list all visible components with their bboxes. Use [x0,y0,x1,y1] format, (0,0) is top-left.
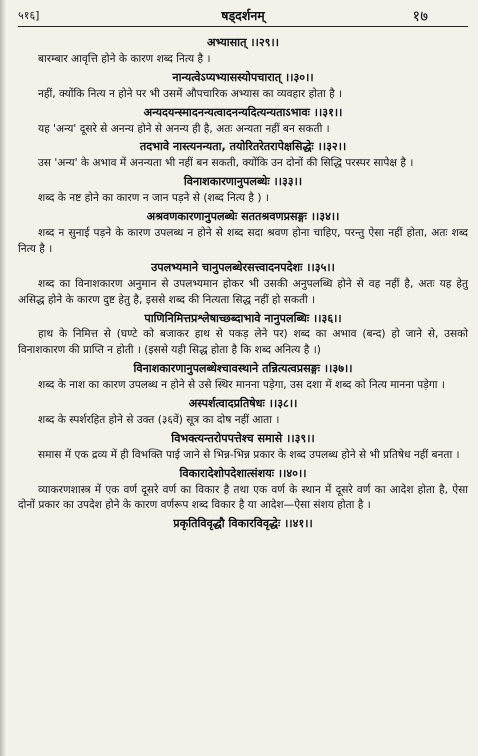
commentary-40: व्याकरणशास्त्र में एक वर्ण दूसरे वर्ण का विकार है तथा एक वर्ण के स्थान में दूसरे वर्ण का आदेश होता है, ऐसा दोनों प्रकार का उपदेश होने के कारण वर्णरूप शब्द विकार है या आदेश—ऐसा संशय होता है । [18,483,468,512]
sutra-40: विकारादेशोपदेशात्संशयः ।।४०।। [179,466,307,480]
commentary-39: समास में एक द्रव्य में ही विभक्ति पाई जाने से भिन्न-भिन्न प्रकार के शब्द उपलब्ध होने से भी प्रतिषेध नहीं बनता । [38,448,460,461]
commentary-37: शब्द के नाश का कारण उपलब्ध न होने से उसे स्थिर मानना पड़ेगा, उस दशा में शब्द को नित्य मानना पड़ेगा । [38,379,445,392]
sutra-32: तदभावे नास्त्यनन्यता, तयोरितरेतरापेक्षसिद्धेः ।।३२।। [139,140,347,154]
sutra-29: अभ्यासात् ।।२९।। [207,36,279,49]
sutra-31: अन्यदयन्स्मादनन्यत्वादनन्यदित्यन्यताऽभावः ।।३१।। [143,105,343,119]
sutra-33: विनाशकारणानुपलब्धेः ।।३३।। [183,175,303,189]
commentary-29: बारम्बार आवृत्ति होने के कारण शब्द नित्य है । [38,52,211,65]
commentary-32: उस 'अन्य' के अभाव में अनन्यता भी नहीं बन सकती, क्योंकि उन दोनों की सिद्धि परस्पर सापेक्ष है । [38,157,414,170]
commentary-31: यह 'अन्य' दूसरे से अनन्य होने से अनन्य ही है, अतः अन्यता नहीं बन सकती । [38,122,330,135]
sutra-39: विभक्त्यन्तरोपपत्तेश्च समासे ।।३९।। [171,431,315,445]
page-content [18,35,468,532]
sutra-36: पाणिनिमित्तप्रश्लेषाच्छब्दाभावे नानुपलब्धिः ।।३६।। [144,311,342,325]
running-title: षड्दर्शनम् [221,8,265,23]
commentary-30: नहीं, क्योंकि नित्य न होने पर भी उसमें औपचारिक अभ्यास का व्यवहार होता है । [38,87,343,100]
page-number-left: ५१६] [18,9,40,22]
sutra-30: नान्यत्वेऽप्यभ्यासस्योपचारात् ।।३०।। [172,70,314,84]
commentary-36: हाथ के निमित्त से (घण्टे को बजाकर हाथ से पकड़ लेने पर) शब्द का अभाव (बन्द) हो जाने से, उसको विनाशकारण की प्राप्ति न होती । (इससे यही सिद्ध होता है कि शब्द अनित्य है ।) [18,328,468,357]
commentary-33: शब्द के नष्ट होने का कारण न जान पड़ने से (शब्द नित्य है ) । [38,192,269,205]
page-number: १७ [412,7,428,25]
sutra-41: प्रकृतिविवृद्धौ विकारविवृद्धेः ।।४१।। [173,517,313,531]
sutra-34: अश्रवणकारणानुपलब्धेः सततश्रवणप्रसङ्गः ।।३४।। [146,210,340,224]
commentary-34: शब्द न सुनाई पड़ने के कारण उपलब्ध न होने से शब्द सदा श्रवण होना चाहिए, परन्तु ऐसा नहीं होता, अतः शब्द नित्य है । [18,226,468,255]
commentary-38: शब्द के स्पर्शरहित होने से उक्त (३६वें) सूत्र का दोष नहीं आता । [38,413,280,426]
commentary-35: शब्द का विनाशकारण अनुमान से उपलभ्यमान होकर भी उसकी अनुपलब्धि होने से वह नहीं है, अतः यह हेतु असिद्ध होने के कारण दुष्ट हेतु है, इससे शब्द की नित्यता सिद्ध नहीं हो सकती । [18,277,468,306]
sutra-35: उपलभ्यमाने चानुपलब्धेरसत्त्वादनपदेशः ।।३५।। [151,260,335,274]
sutra-38: अस्पर्शत्वादप्रतिषेधः ।।३८।। [188,397,298,411]
sutra-37: विनाशकारणानुपलब्धेश्चावस्थाने तन्नित्यत्वप्रसङ्गः ।।३७।। [133,362,353,376]
page-header [18,6,468,27]
